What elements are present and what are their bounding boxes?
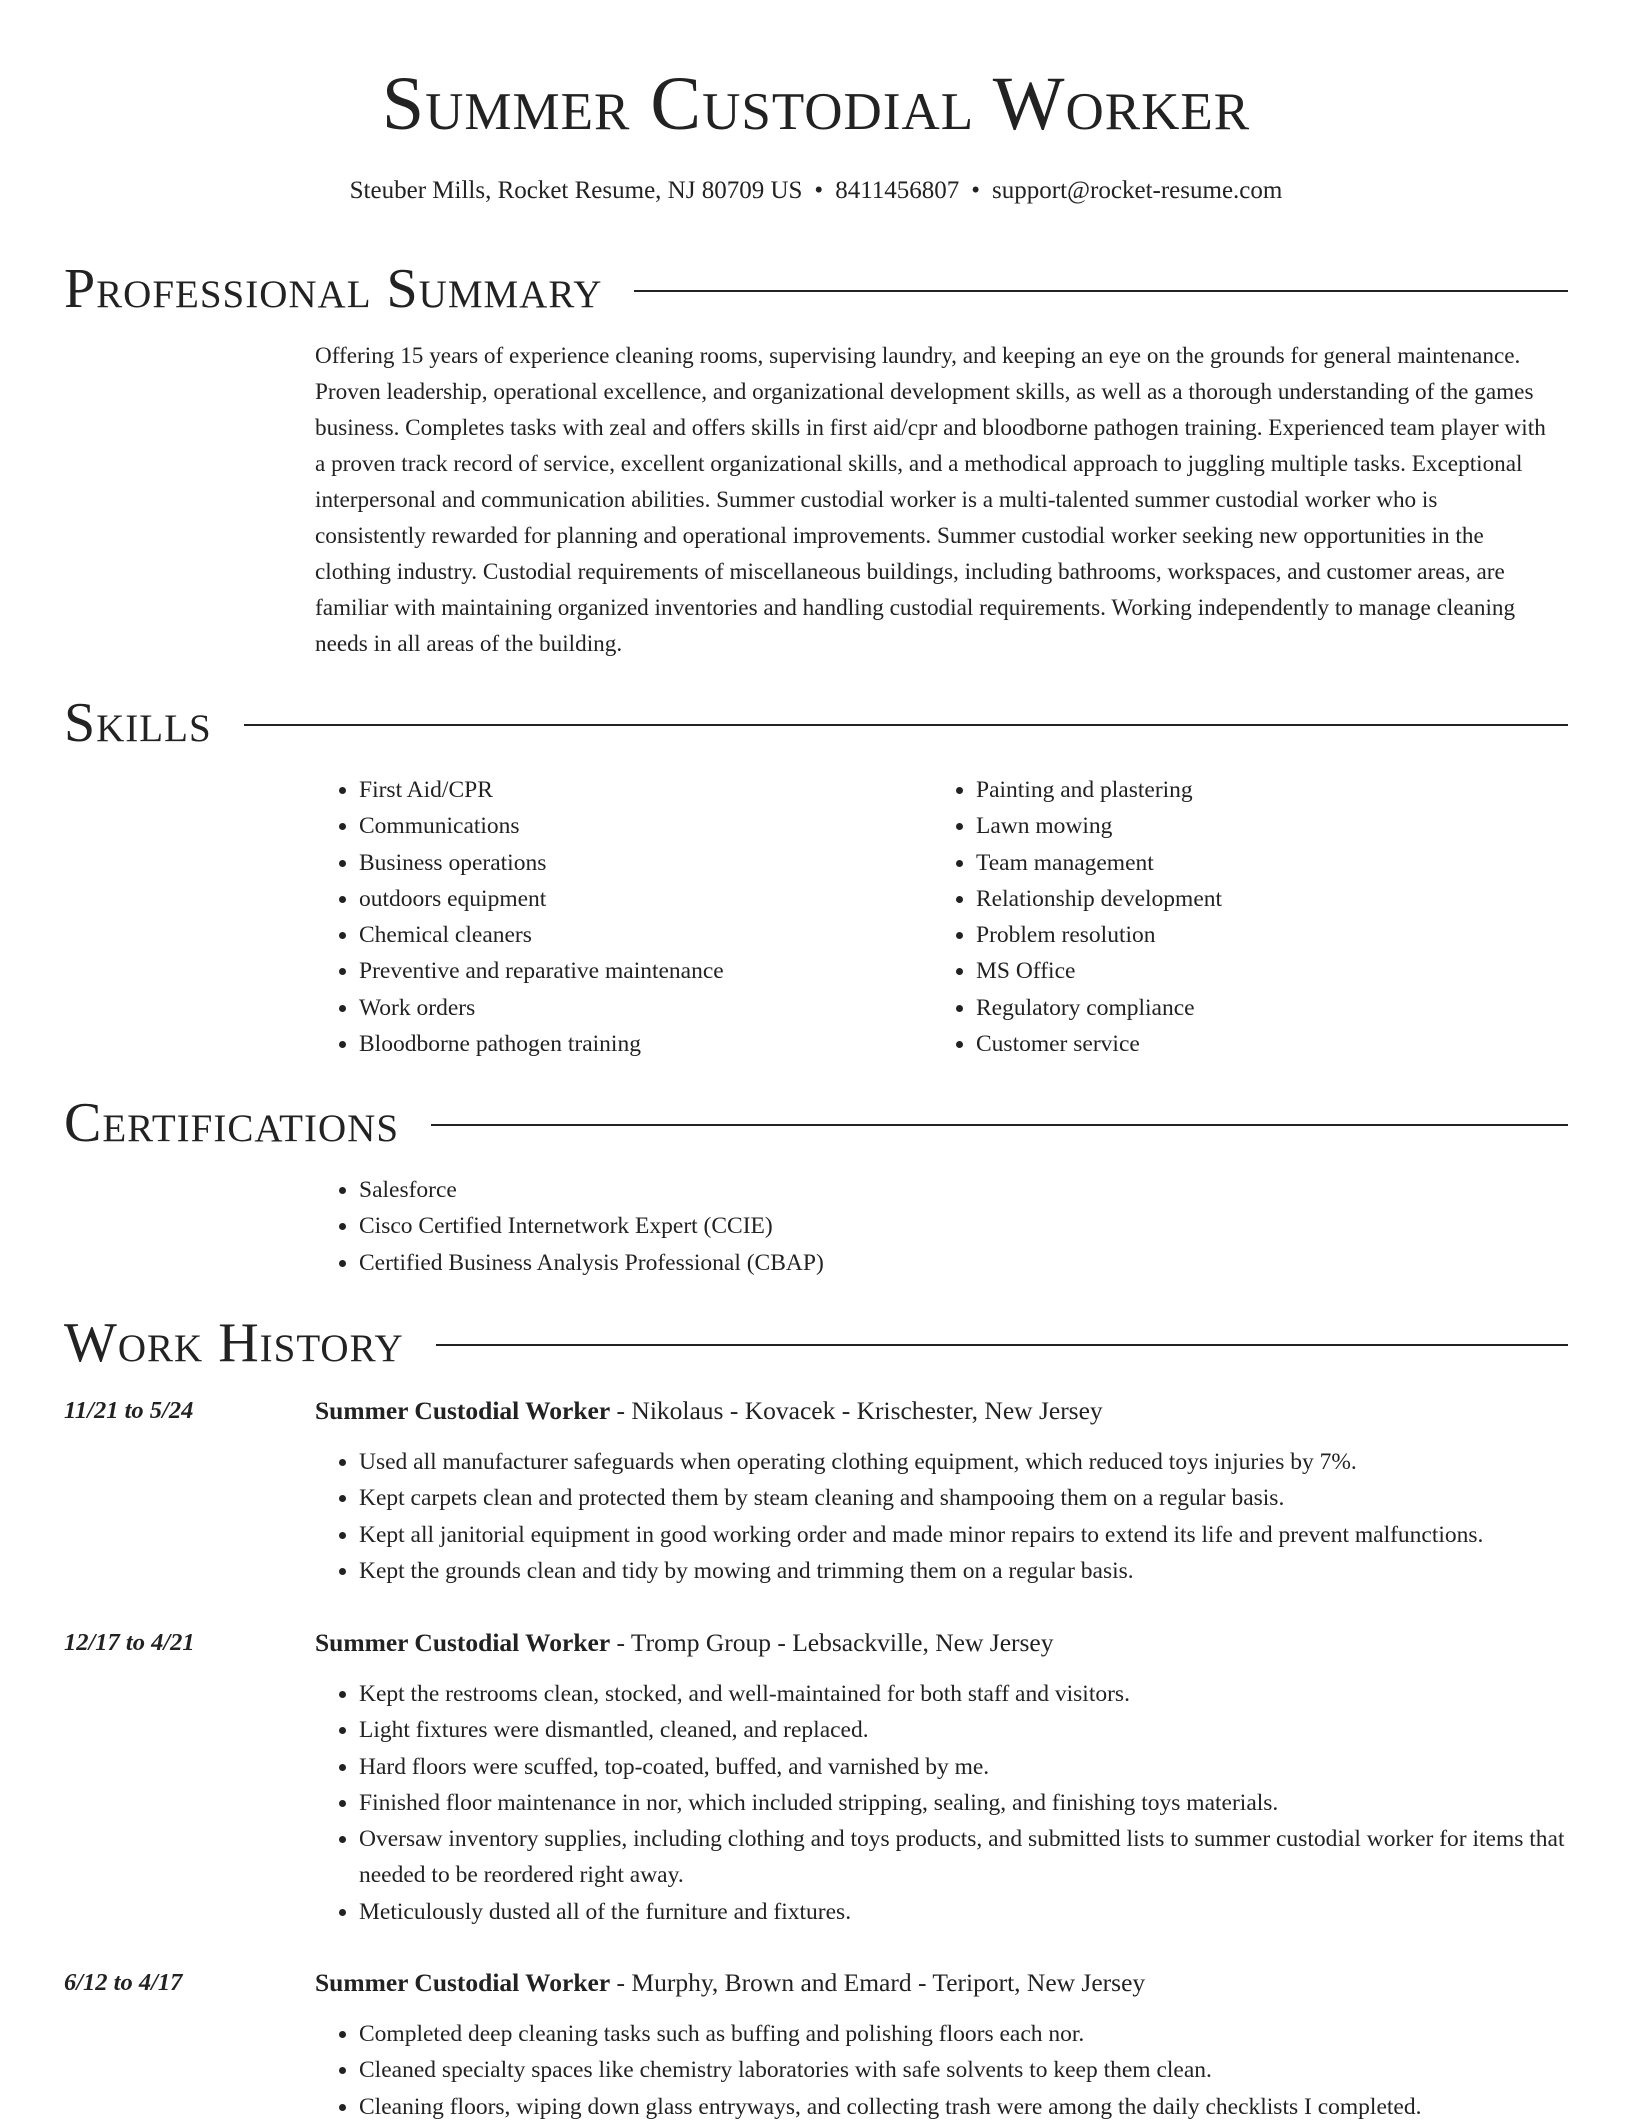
skills-list-right (932, 772, 1552, 1062)
section-divider (431, 1124, 1568, 1126)
job-duty-item: • Oversaw inventory supplies, including clothing and toys products, and submitted lists to summer custodial worker for items that needed to be reordered right away. (359, 1821, 1575, 1894)
job-duties (315, 1444, 1575, 1589)
skill-item: • Problem resolution (976, 917, 1552, 953)
job-duty-item: • Kept carpets clean and protected them by steam cleaning and shampooing them on a regular basis. (359, 1480, 1575, 1516)
job-duty-item: • Kept all janitorial equipment in good working order and made minor repairs to extend its life and prevent malfunctions. (359, 1517, 1575, 1553)
job-dates: 6/12 to 4/17 (64, 1969, 183, 1996)
contact-email: support@rocket-resume.com (992, 177, 1283, 204)
section-header-certifications (64, 1088, 1568, 1158)
contact-separator: • (814, 177, 824, 204)
section-header-skills (64, 688, 1568, 758)
section-header-summary (64, 254, 1568, 324)
section-divider (436, 1344, 1568, 1346)
job-duty-item: • Cleaned specialty spaces like chemistry laboratories with safe solvents to keep them clean. (359, 2052, 1575, 2088)
skills-column-left (315, 772, 895, 1062)
skill-item: • MS Office (976, 953, 1552, 989)
skill-item: • Business operations (359, 845, 895, 881)
certification-item: • Certified Business Analysis Professional (CBAP) (359, 1245, 1550, 1281)
job-employer-location: - Murphy, Brown and Emard - Teriport, New Jersey (610, 1968, 1146, 1997)
job-duty-item: • Light fixtures were dismantled, cleaned, and replaced. (359, 1712, 1575, 1748)
skill-item: • Customer service (976, 1026, 1552, 1062)
job-employer-location: - Nikolaus - Kovacek - Krischester, New Jersey (610, 1396, 1103, 1425)
section-title-work-history: Work History (64, 1312, 404, 1374)
skill-item: • Communications (359, 808, 895, 844)
section-title-summary: Professional Summary (64, 258, 603, 320)
candidate-name: Summer Custodial Worker (381, 62, 1251, 146)
contact-address: Steuber Mills, Rocket Resume, NJ 80709 US (349, 177, 803, 204)
skill-item: • Preventive and reparative maintenance (359, 953, 895, 989)
job-duty-item: • Meticulously dusted all of the furniture and fixtures. (359, 1894, 1575, 1930)
skill-item: • Relationship development (976, 881, 1552, 917)
section-divider (244, 724, 1568, 726)
skills-column-right (932, 772, 1552, 1062)
skills-list-left (315, 772, 895, 1062)
contact-line (0, 174, 1632, 208)
skill-item: • Bloodborne pathogen training (359, 1026, 895, 1062)
skill-item: • Regulatory compliance (976, 990, 1552, 1026)
job-dates: 11/21 to 5/24 (64, 1397, 194, 1424)
skill-item: • outdoors equipment (359, 881, 895, 917)
professional-summary-text: Offering 15 years of experience cleaning rooms, supervising laundry, and keeping an eye on the grounds for general maintenance. Proven leadership, operational excellence, and organizational development skills, as well as a thorough understanding of the games business. Completes tasks with zeal and offers skills in first aid/cpr and bloodborne pathogen training. Experienced team player with a proven track record of service, excellent organizational skills, and a methodical approach to juggling multiple tasks. Exceptional interpersonal and communication abilities. Summer custodial worker is a multi-talented summer custodial worker who is consistently rewarded for planning and operational improvements. Summer custodial worker seeking new opportunities in the clothing industry. Custodial requirements of miscellaneous buildings, including bathrooms, workspaces, and customer areas, are familiar with maintaining organized inventories and handling custodial requirements. Working independently to manage cleaning needs in all areas of the building. (315, 343, 1546, 657)
job-duty-item: • Cleaning floors, wiping down glass entryways, and collecting trash were among the daily checklists I completed. (359, 2089, 1575, 2125)
skill-item: • Painting and plastering (976, 772, 1552, 808)
section-header-work-history (64, 1308, 1568, 1378)
certifications-list (315, 1172, 1550, 1281)
section-title-skills: Skills (64, 692, 212, 754)
skill-item: • First Aid/CPR (359, 772, 895, 808)
job-duties-list (315, 1444, 1575, 1589)
section-title-certifications: Certifications (64, 1092, 400, 1154)
skill-item: • Work orders (359, 990, 895, 1026)
certification-item: • Cisco Certified Internetwork Expert (CCIE) (359, 1208, 1550, 1244)
job-heading (315, 1394, 1565, 1428)
skill-item: • Chemical cleaners (359, 917, 895, 953)
job-duties-list (315, 1676, 1575, 1930)
job-duty-item: • Kept the restrooms clean, stocked, and well-maintained for both staff and visitors. (359, 1676, 1575, 1712)
skill-item: • Team management (976, 845, 1552, 881)
job-title: Summer Custodial Worker (315, 1628, 611, 1657)
job-duties (315, 1676, 1575, 1930)
certification-item: • Salesforce (359, 1172, 1550, 1208)
job-duty-item: • Kept the grounds clean and tidy by mowing and trimming them on a regular basis. (359, 1553, 1575, 1589)
job-duties (315, 2016, 1575, 2125)
contact-phone: 8411456807 (835, 177, 960, 204)
contact-separator: • (971, 177, 981, 204)
job-title: Summer Custodial Worker (315, 1396, 611, 1425)
job-employer-location: - Tromp Group - Lebsackville, New Jersey (610, 1628, 1054, 1657)
section-divider (634, 290, 1568, 292)
job-heading (315, 1626, 1565, 1660)
skill-item: • Lawn mowing (976, 808, 1552, 844)
job-duty-item: • Finished floor maintenance in nor, which included stripping, sealing, and finishing toys materials. (359, 1785, 1575, 1821)
job-title: Summer Custodial Worker (315, 1968, 611, 1997)
job-dates: 12/17 to 4/21 (64, 1629, 195, 1656)
job-heading (315, 1966, 1565, 2000)
job-duty-item: • Hard floors were scuffed, top-coated, buffed, and varnished by me. (359, 1749, 1575, 1785)
job-duties-list (315, 2016, 1575, 2125)
certifications-block (315, 1172, 1550, 1281)
job-duty-item: • Used all manufacturer safeguards when operating clothing equipment, which reduced toys injuries by 7%. (359, 1444, 1575, 1480)
job-duty-item: • Completed deep cleaning tasks such as buffing and polishing floors each nor. (359, 2016, 1575, 2052)
